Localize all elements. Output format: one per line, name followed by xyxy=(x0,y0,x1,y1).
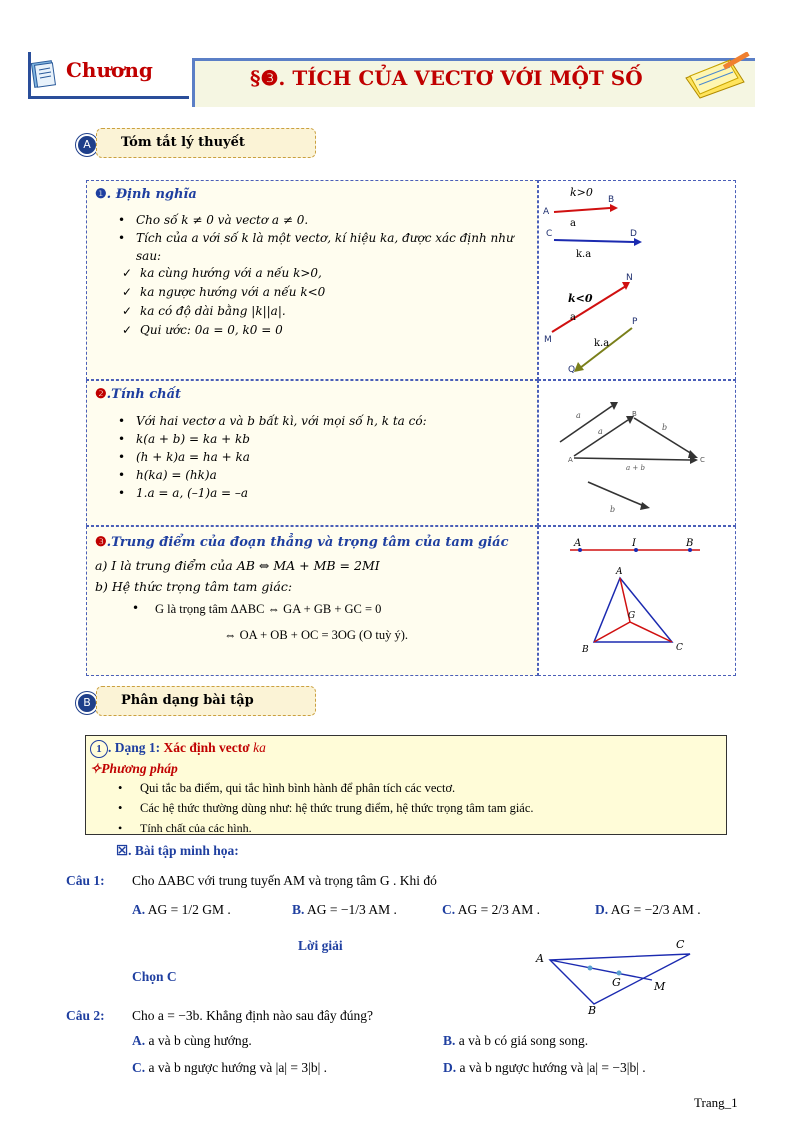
median-b xyxy=(594,622,630,642)
definition-heading-num: ❶ xyxy=(95,187,107,202)
fig-pt-c: C xyxy=(546,229,553,239)
dang1-bullet-1: • Các hệ thức thường dùng như: hệ thức trung điểm, hệ thức trọng tâm tam giác. xyxy=(88,798,724,818)
prop-pt-b: B xyxy=(632,410,637,418)
q1-option-a-label: A. xyxy=(132,902,146,917)
dang1-heading xyxy=(90,740,266,758)
q1-fig-a: A xyxy=(536,952,544,965)
definition-checks xyxy=(118,264,518,340)
q1-option-c-text: AG = 2/3 AM . xyxy=(457,902,541,917)
q1-text: Cho ΔABC với trung tuyến AM và trọng tâm G . Khi đó xyxy=(132,873,437,888)
q1-option-d xyxy=(595,902,701,918)
prop-sum-label: a + b xyxy=(626,464,645,472)
seg-label-a: A xyxy=(574,538,582,549)
dang1-method-label: ✧Phương pháp xyxy=(90,761,178,776)
section-b-badge: B xyxy=(76,692,98,714)
q2-option-c-text: a và b ngược hướng và |a| = 3|b| . xyxy=(148,1060,328,1075)
q1-pt-mid xyxy=(588,966,593,971)
q2-option-a xyxy=(132,1033,252,1049)
definition-bullets xyxy=(112,211,532,265)
tri-label-a: A xyxy=(616,567,623,577)
prop-pt-a: A xyxy=(568,456,573,464)
page-title: §❸. TÍCH CỦA VECTƠ VỚI MỘT SỐ xyxy=(250,66,643,90)
midpoint-heading-text: .Trung điểm của đoạn thẳng và trọng tâm của tam giác xyxy=(106,535,509,550)
dang1-bullet-0: • Qui tắc ba điểm, qui tắc hình bình hành để phân tích các vectơ. xyxy=(88,778,724,798)
fig-pt-n: N xyxy=(626,273,633,283)
properties-heading-num: ❷ xyxy=(95,387,107,402)
section-b-title: Phân dạng bài tập xyxy=(96,686,316,716)
q2-option-d-label: D. xyxy=(443,1060,457,1075)
properties-bullet-0: • Với hai vectơ a và b bất kì, với mọi số h, k ta có: xyxy=(112,412,532,430)
fig-vec-cd-head xyxy=(634,238,642,246)
fig-vec-ka-label-1: k.a xyxy=(576,249,592,260)
q1-label: Câu 1: xyxy=(66,873,105,888)
q2-option-b xyxy=(443,1033,588,1049)
midpoint-bullet-dot: • xyxy=(132,601,140,615)
midpoint-heading xyxy=(95,535,508,550)
median-c xyxy=(630,622,672,642)
fig-vec-a-label-1: a xyxy=(570,218,576,229)
midpoint-line-b: b) Hệ thức trọng tâm tam giác: xyxy=(95,579,293,594)
dang1-bullet-2: • Tính chất của các hình. xyxy=(88,818,724,838)
q1-fig-b: B xyxy=(588,1004,597,1016)
section-a-badge: A xyxy=(76,134,98,156)
notebook-pencil-icon xyxy=(682,52,754,100)
q1-option-a xyxy=(132,902,231,918)
dang1-title-prefix: . Dạng 1: xyxy=(108,740,164,755)
exercise-label: ☒. Bài tập minh họa: xyxy=(116,843,239,858)
prop-label-a1: a xyxy=(576,411,581,420)
fig-vec-ka-label-2: k.a xyxy=(594,338,610,349)
tri-label-g: G xyxy=(628,611,636,621)
prop-label-a2: a xyxy=(598,427,603,436)
q1-option-a-text: AG = 1/2 GM . xyxy=(147,902,231,917)
page-number: Trang_1 xyxy=(694,1095,738,1110)
q1-fig-g: G xyxy=(612,976,621,989)
q1-option-b-label: B. xyxy=(292,902,305,917)
fig-kneg-label: k<0 xyxy=(568,292,593,305)
book-icon xyxy=(30,58,60,90)
prop-pt-c: C xyxy=(700,456,705,464)
dang1-title-ka: ka xyxy=(253,740,266,755)
q1-option-c-label: C. xyxy=(442,902,456,917)
q1-fig-m: M xyxy=(654,980,666,993)
fig-vec-ab-head xyxy=(610,204,618,212)
midpoint-heading-num: ❸ xyxy=(95,535,107,550)
q2-label: Câu 2: xyxy=(66,1008,105,1023)
midpoint-line-o: ⇔ OA + OB + OC = 3OG (O tuỳ ý). xyxy=(224,628,408,642)
definition-figure xyxy=(540,182,734,378)
seg-label-i: I xyxy=(632,538,636,549)
properties-figure xyxy=(540,384,734,524)
prop-vec-b xyxy=(588,482,644,506)
chapter-label: Chương xyxy=(66,58,153,82)
q2-option-a-label: A. xyxy=(132,1033,146,1048)
fig-kpos-label: k>0 xyxy=(570,186,593,199)
q2-option-d xyxy=(443,1060,646,1076)
section-a-title: Tóm tắt lý thuyết xyxy=(96,128,316,158)
definition-check-3: ✓ Qui ước: 0a = 0, k0 = 0 xyxy=(118,321,518,340)
properties-bullet-3: • h(ka) = (hk)a xyxy=(112,466,532,484)
q1-median xyxy=(550,960,652,980)
q1-option-d-label: D. xyxy=(595,902,609,917)
properties-bullet-1: • k(a + b) = ka + kb xyxy=(112,430,532,448)
fig-pt-b: B xyxy=(608,195,615,205)
q1-option-d-text: AG = −2/3 AM . xyxy=(610,902,701,917)
definition-check-2: ✓ ka có độ dài bằng |k||a|. xyxy=(118,302,518,321)
tri-label-c: C xyxy=(676,643,683,653)
q1-solution-label: Lời giải xyxy=(298,938,343,953)
prop-vec-ab xyxy=(574,420,628,456)
q1-answer: Chọn C xyxy=(132,969,177,984)
q1-option-b-text: AG = −1/3 AM . xyxy=(307,902,397,917)
seg-label-b: B xyxy=(686,538,694,549)
q1-figure xyxy=(532,936,702,1016)
q1-option-c xyxy=(442,902,540,918)
definition-check-1: ✓ ka ngược hướng với a nếu k<0 xyxy=(118,283,518,302)
fig-pt-p: P xyxy=(632,317,638,327)
properties-bullet-2: • (h + k)a = ha + ka xyxy=(112,448,532,466)
fig-pt-m: M xyxy=(544,335,552,345)
dang1-title-red: Xác định vectơ xyxy=(163,740,250,755)
properties-bullets xyxy=(112,412,532,502)
definition-bullet-0: • Cho số k ≠ 0 và vectơ a ≠ 0. xyxy=(112,211,532,229)
prop-vec-b-head xyxy=(640,502,650,510)
fig-pt-q: Q xyxy=(568,365,576,375)
q2-option-c-label: C. xyxy=(132,1060,146,1075)
midpoint-bullet-g: G là trọng tâm ΔABC ⇔ GA + GB + GC = 0 xyxy=(155,602,382,616)
prop-vec-bc-head xyxy=(688,450,698,458)
definition-heading xyxy=(95,187,197,202)
q2-text: Cho a = −3b. Khẳng định nào sau đây đúng? xyxy=(132,1008,373,1023)
fig-pt-a: A xyxy=(543,207,550,217)
q2-option-b-label: B. xyxy=(443,1033,456,1048)
properties-heading xyxy=(95,387,181,402)
fig-vec-ab xyxy=(554,208,610,212)
q1-option-b xyxy=(292,902,397,918)
properties-bullet-4: • 1.a = a, (–1)a = –a xyxy=(112,484,532,502)
prop-label-b2: b xyxy=(610,505,616,514)
dang1-bullets xyxy=(88,778,724,838)
fig-pt-d: D xyxy=(630,229,637,239)
midpoint-figure xyxy=(540,530,734,674)
q1-fig-c: C xyxy=(676,938,685,951)
fig-vec-cd xyxy=(554,240,634,242)
q1-pt-g xyxy=(617,971,622,976)
prop-label-b1: b xyxy=(662,423,668,432)
definition-bullet-1: • Tích của a với số k là một vectơ, kí hiệu ka, được xác định như sau: xyxy=(112,229,532,265)
definition-check-0: ✓ ka cùng hướng với a nếu k>0, xyxy=(118,264,518,283)
properties-heading-text: .Tính chất xyxy=(106,387,182,402)
midpoint-line-a: a) I là trung điểm của AB ⇔ MA + MB = 2MI xyxy=(95,558,380,573)
fig-vec-a-label-2: a xyxy=(570,312,576,323)
tri-label-b: B xyxy=(582,645,589,655)
definition-heading-text: . Định nghĩa xyxy=(106,187,197,202)
q2-option-d-text: a và b ngược hướng và |a| = −3|b| . xyxy=(459,1060,646,1075)
prop-vec-ac xyxy=(574,458,690,460)
q2-option-b-text: a và b có giá song song. xyxy=(458,1033,589,1048)
q2-option-a-text: a và b cùng hướng. xyxy=(148,1033,252,1048)
triangle-abc xyxy=(594,578,672,642)
q2-option-c xyxy=(132,1060,327,1076)
dang1-num-badge: 1 xyxy=(90,740,108,758)
